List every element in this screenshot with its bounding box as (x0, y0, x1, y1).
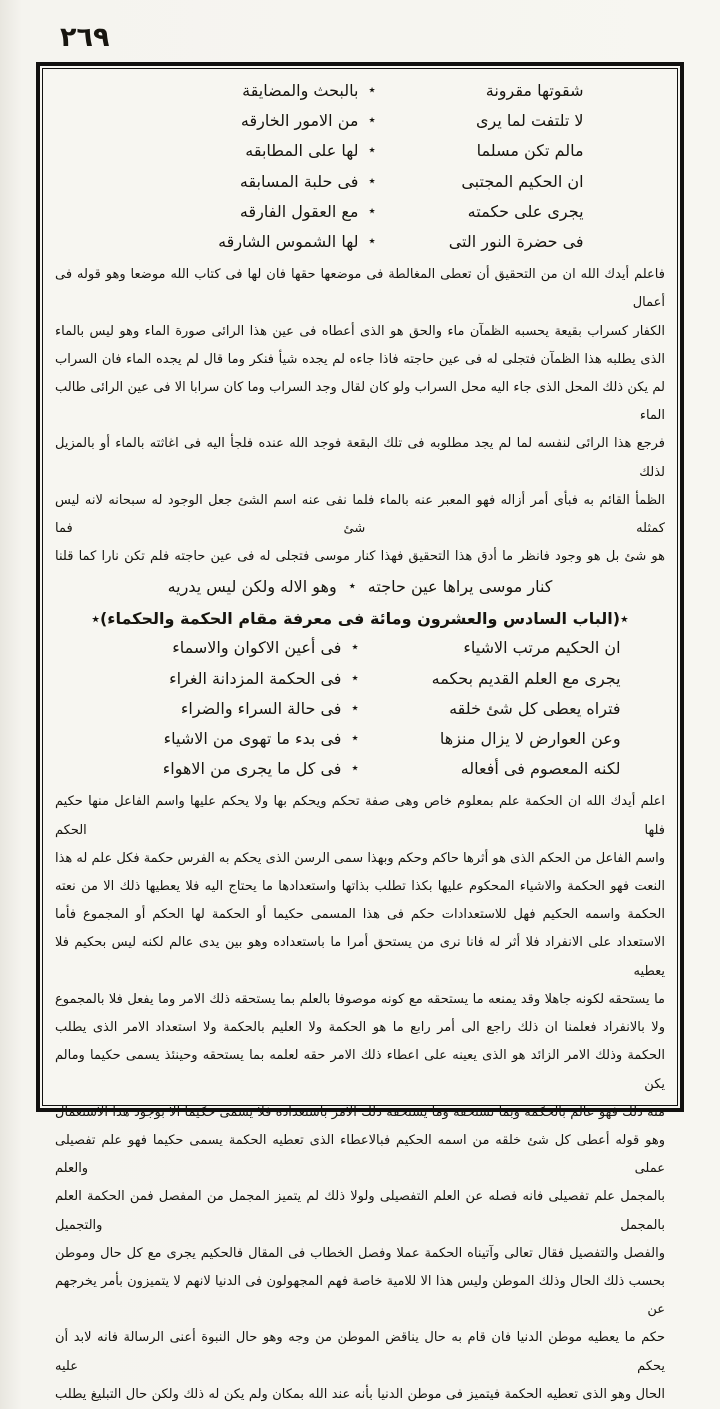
hemistich-left: فى كل ما يجرى من الاهواء (162, 759, 342, 779)
verse-line (55, 695, 665, 725)
hemistich-left: فى بدء ما تهوى من الاشياء (163, 729, 342, 749)
prose-line: حكم ما يعطيه موطن الدنيا فان قام به حال يناقض الموطن من وجه وهو حال النبوة أعنى الرسالة فانه لابد أن يحكم عليه (55, 1330, 665, 1374)
verse-divider-icon: ٭ (351, 700, 359, 716)
verse-divider-icon: ٭ (351, 761, 359, 777)
prose-line: الذى يطلبه هذا الظمآن فتجلى له فى عين حاجته فاذا جاءه لم يجده شيأ فنكر وما قال لم يجده الماء فان السراب (55, 351, 665, 367)
verse-divider-icon: ٭ (368, 234, 376, 250)
verse-divider-icon: ٭ (368, 203, 376, 219)
prose-line: اعلم أيدك الله ان الحكمة علم بمعلوم خاص وهى صفة تحكم ويحكم بها ولا يحكم عليها واسم الفاعل منها حكيم فلها الحكم (55, 794, 665, 838)
hemistich-right: لا تلتفت لما يرى (475, 111, 584, 131)
chapter-heading: ٭(الباب السادس والعشرون ومائة فى معرفة مقام الحكمة والحكماء)٭ (91, 609, 629, 629)
prose-passage-1 (55, 261, 665, 571)
verse-divider-icon: ٭ (351, 731, 359, 747)
verse-divider-icon: ٭ (351, 670, 359, 686)
verse-line (55, 77, 665, 107)
verse-line (55, 755, 665, 785)
prose-line: وهو قوله أعطى كل شئ خلقه من اسمه الحكيم فبالاعطاء الذى تعطيه الحكمة يسمى حكيما فهو علم تفصيلى عملى والعلم (55, 1132, 665, 1177)
verse-divider-icon: ٭ (351, 640, 359, 656)
verse-divider-icon: ٭ (368, 83, 376, 98)
prose-line: الظمأ القائم به فبأى أمر أزاله فهو المعبر عنه بالماء فلما نفى عنه اسم الشئ جعل الوجود له سبحانه لانه ليس كمثله شئ فما (55, 492, 665, 537)
hemistich-left: فى حالة السراء والضراء (180, 698, 342, 718)
hemistich-right: يجرى مع العلم القديم بحكمه (431, 668, 621, 688)
prose-line: الاستعداد على الانفراد فلا أثر له فانا نرى من يستحق أمرا ما باستعداده وهو بين يدى عالم لكنه ليس بحكيم فلا يعطيه (55, 935, 665, 979)
hemistich-left: فى أعين الاكوان والاسماء (172, 638, 342, 658)
poem-chapter (55, 634, 665, 785)
hemistich-right: فى حضرة النور التى (448, 232, 584, 252)
prose-line: لم يكن ذلك المحل الذى جاء اليه محل السراب ولو كان لقال وجد السراب وما كان سرابا الا فى عين الرائى طالب الماء (55, 380, 665, 424)
prose-line: الحكمة وذلك الامر الزائد هو الذى يعينه على اعطاء ذلك الامر حقه لعلمه بما يستحقه وحينئذ يسمى حكيما ومالم يكن (55, 1048, 665, 1092)
hemistich-left: مع العقول الفارقه (239, 201, 359, 221)
prose-line: ما يستحقه لكونه جاهلا وقد يمنعه ما يستحقه مع كونه موصوفا بالعلم بما يستحقه ذلك الامر وما يفعل فلا بالمجموع (55, 991, 665, 1007)
hemistich-left: من الامور الخارقه (240, 111, 359, 131)
poem-top (55, 77, 665, 258)
prose-line: والفصل والتفصيل فقال تعالى وآتيناه الحكمة عملا وفصل الخطاب فى المقال فالحكيم يجرى مع كل حال وموطن (55, 1245, 665, 1261)
hemistich-right: ان الحكيم المجتبى (461, 171, 584, 191)
hemistich-left: فى الحكمة المزدانة الغراء (169, 668, 342, 688)
verse-line (55, 228, 665, 258)
hemistich-left: وهو الاله ولكن ليس يدريه (167, 577, 337, 597)
hemistich-right: مالم تكن مسلما (476, 141, 584, 161)
verse-line-single (55, 572, 665, 603)
prose-line: ولا بالانفراد فعلمنا ان ذلك راجع الى أمر رابع ما هو الحكمة ولا العليم بالحكمة ولا استعداد الامر الذى يطلب (55, 1020, 665, 1036)
page-frame-inner (42, 68, 678, 1402)
verse-line (55, 137, 665, 167)
verse-line (55, 634, 665, 664)
hemistich-right: فتراه يعطى كل شئ خلقه (449, 698, 621, 718)
prose-line: فاعلم أيدك الله ان من التحقيق أن تعطى المغالطة فى موضعها حقها فان لها فى كتاب الله موضعا وهو قوله فى أعمال (55, 267, 665, 311)
hemistich-right: يجرى على حكمته (467, 201, 584, 221)
hemistich-right: وعن العوارض لا يزال منزها (439, 729, 621, 749)
verse-divider-icon: ٭ (348, 579, 356, 595)
prose-line: هو شئ بل هو وجود فانظر ما أدق هذا التحقيق فهذا كنار موسى فتجلى له فى عين حاجته فلم تكن نارا كما قلنا (55, 549, 665, 565)
prose-line: الحكمة واسمه الحكيم فهل للاستعدادات حكم فى هذا المسمى حكيما أو الحكمة لها الحكم أو المجموع فأما (55, 907, 665, 923)
verse-divider-icon: ٭ (368, 143, 376, 159)
verse-divider-icon: ٭ (368, 173, 376, 189)
page-number: ٢٦٩ (60, 22, 110, 53)
hemistich-right: لكنه المعصوم فى أفعاله (460, 759, 621, 779)
prose-line: الحال وهو الذى تعطيه الحكمة فيتميز فى موطن الدنيا بأنه عند الله بمكان ولم يكن له ذلك ولكن حال التبليغ يطلب (55, 1386, 665, 1402)
hemistich-left: لها على المطابقه (245, 141, 359, 161)
prose-passage-2 (55, 788, 665, 1408)
prose-line: الكفار كسراب بقيعة يحسبه الظمآن ماء والحق هو الذى أعطاه فى عين هذا الرائى صورة الماء وهو ليس بالماء (55, 323, 665, 339)
verse-line (55, 198, 665, 228)
verse-line (55, 107, 665, 137)
hemistich-right: كنار موسى يراها عين حاجته (367, 577, 553, 597)
hemistich-left: لها الشموس الشارقه (218, 232, 359, 252)
prose-line: بالمجمل علم تفصيلى فانه فصله عن العلم التفصيلى ولولا ذلك لم يتميز المجمل من المفصل فمن الحكمة العلم بالمجمل والتجميل (55, 1189, 665, 1233)
page-frame (36, 62, 684, 1402)
verse-line (55, 168, 665, 198)
prose-line: النعت فهو الحكمة والاشياء المحكوم عليها بكذا تطلب بذاتها واستعدادها ما يحتاج اليه فلا يعطيها ذلك الا من نعته (55, 879, 665, 895)
prose-line: واسم الفاعل من الحكم الذى هو أثرها حاكم وحكم وبهذا سمى الرسن الذى يحكم به الفرس حكمة فكل علم له هذا (55, 850, 665, 866)
verse-line (55, 665, 665, 695)
verse-divider-icon: ٭ (368, 113, 376, 129)
prose-line: منه ذلك فهو عالم بالحكمة وبما تستحقه وما يستحقه ذلك الامر باستعداده فلا يسمى حكيما الا بوجود هذا الاستعمال (55, 1104, 665, 1120)
hemistich-right: شقوتها مقرونة (485, 81, 584, 100)
hemistich-left: بالبحث والمضايقة (242, 81, 359, 100)
hemistich-right: ان الحكيم مرتب الاشياء (463, 638, 621, 658)
hemistich-left: فى حلبة المسابقه (239, 171, 359, 191)
verse-line (55, 725, 665, 755)
prose-line: فرجع هذا الرائى لنفسه لما لم يجد مطلوبه فى تلك البقعة فوجد الله عنده فلجأ اليه فى اغاثته بالماء أو بالمزيل لذلك (55, 436, 665, 480)
prose-line: بحسب ذلك الحال وذلك الموطن وليس هذا الا للامية خاصة فهم المجهولون فى الدنيا لانهم لا يتميزون بأمر يخرجهم عن (55, 1273, 665, 1318)
